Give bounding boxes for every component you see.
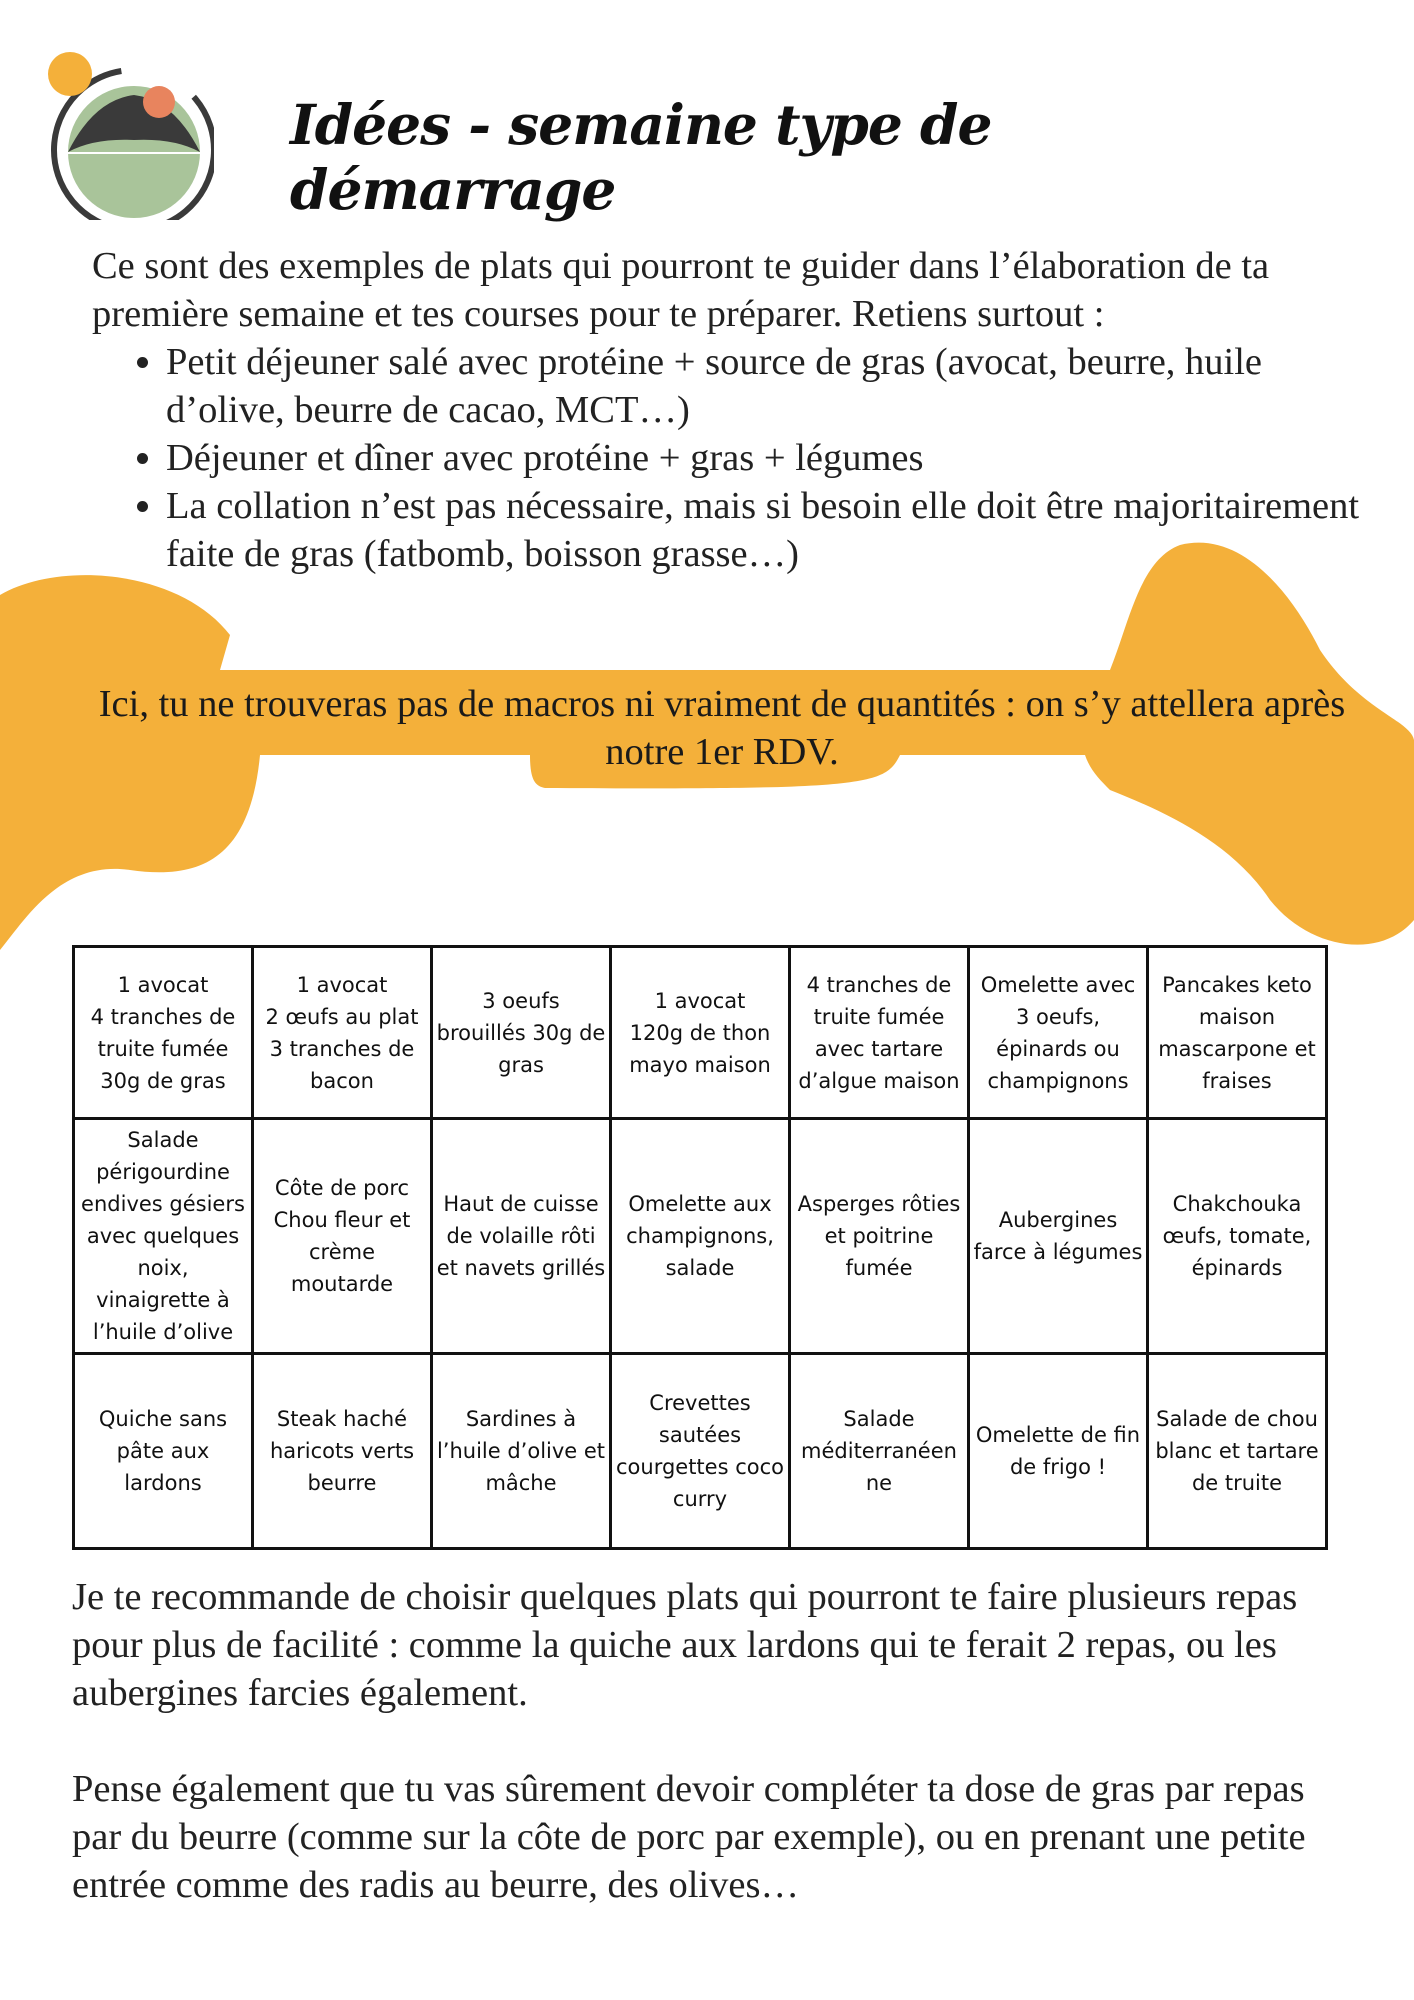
table-cell: Côte de porc Chou fleur et crème moutarde [253,1119,432,1354]
outro-section [72,1573,1362,1957]
table-cell: Salade périgourdine endives gésiers avec quelques noix, vinaigrette à l’huile d’olive [74,1119,253,1354]
table-cell: Quiche sans pâte aux lardons [74,1354,253,1549]
meal-table [72,945,1328,1550]
notice-text: Ici, tu ne trouveras pas de macros ni vraiment de quantités : on s’y attellera après notre 1er RDV. [98,683,1346,773]
table-cell: 1 avocat 120g de thon mayo maison [611,947,790,1119]
table-cell: Chakchouka œufs, tomate, épinards [1148,1119,1327,1354]
table-cell: 4 tranches de truite fumée avec tartare d’algue maison [790,947,969,1119]
table-cell: 3 oeufs brouillés 30g de gras [432,947,611,1119]
table-cell: Steak haché haricots verts beurre [253,1354,432,1549]
intro-section [92,242,1372,578]
outro-paragraph: Je te recommande de choisir quelques plats qui pourront te faire plusieurs repas pour plus de facilité : comme la quiche aux lardons qui te ferait 2 repas, ou les aubergines farcies également. [72,1576,1298,1714]
list-item: • Petit déjeuner salé avec protéine + source de gras (avocat, beurre, huile d’olive, beurre de cacao, MCT…) [166,338,1372,434]
table-cell: Pancakes keto maison mascarpone et fraises [1148,947,1327,1119]
page-title: Idées - semaine type de démarrage [290,92,992,222]
table-cell: Asperges rôties et poitrine fumée [790,1119,969,1354]
table-cell: Haut de cuisse de volaille rôti et navets grillés [432,1119,611,1354]
table-cell: Salade méditerranéen ne [790,1354,969,1549]
table-row [74,1354,1327,1549]
table-cell: 1 avocat 2 œufs au plat 3 tranches de bacon [253,947,432,1119]
table-cell: Salade de chou blanc et tartare de truite [1148,1354,1327,1549]
list-item: • Déjeuner et dîner avec protéine + gras + légumes [166,434,1372,482]
logo-icon [34,40,214,220]
intro-paragraph: Ce sont des exemples de plats qui pourront te guider dans l’élaboration de ta première semaine et tes courses pour te préparer. Retiens surtout : [92,245,1270,335]
table-cell: Aubergines farce à légumes [969,1119,1148,1354]
table-cell: 1 avocat 4 tranches de truite fumée 30g de gras [74,947,253,1119]
list-item: • La collation n’est pas nécessaire, mais si besoin elle doit être majoritairement faite de gras (fatbomb, boisson grasse…) [166,482,1372,578]
table-cell: Omelette aux champignons, salade [611,1119,790,1354]
table-cell: Sardines à l’huile d’olive et mâche [432,1354,611,1549]
table-row [74,1119,1327,1354]
outro-paragraph: Pense également que tu vas sûrement devoir compléter ta dose de gras par repas par du beurre (comme sur la côte de porc par exemple), ou en prenant une petite entrée comme des radis au beurre, des olives… [72,1768,1306,1906]
table-row [74,947,1327,1119]
table-cell: Omelette avec 3 oeufs, épinards ou champignons [969,947,1148,1119]
table-cell: Omelette de fin de frigo ! [969,1354,1148,1549]
table-cell: Crevettes sautées courgettes coco curry [611,1354,790,1549]
